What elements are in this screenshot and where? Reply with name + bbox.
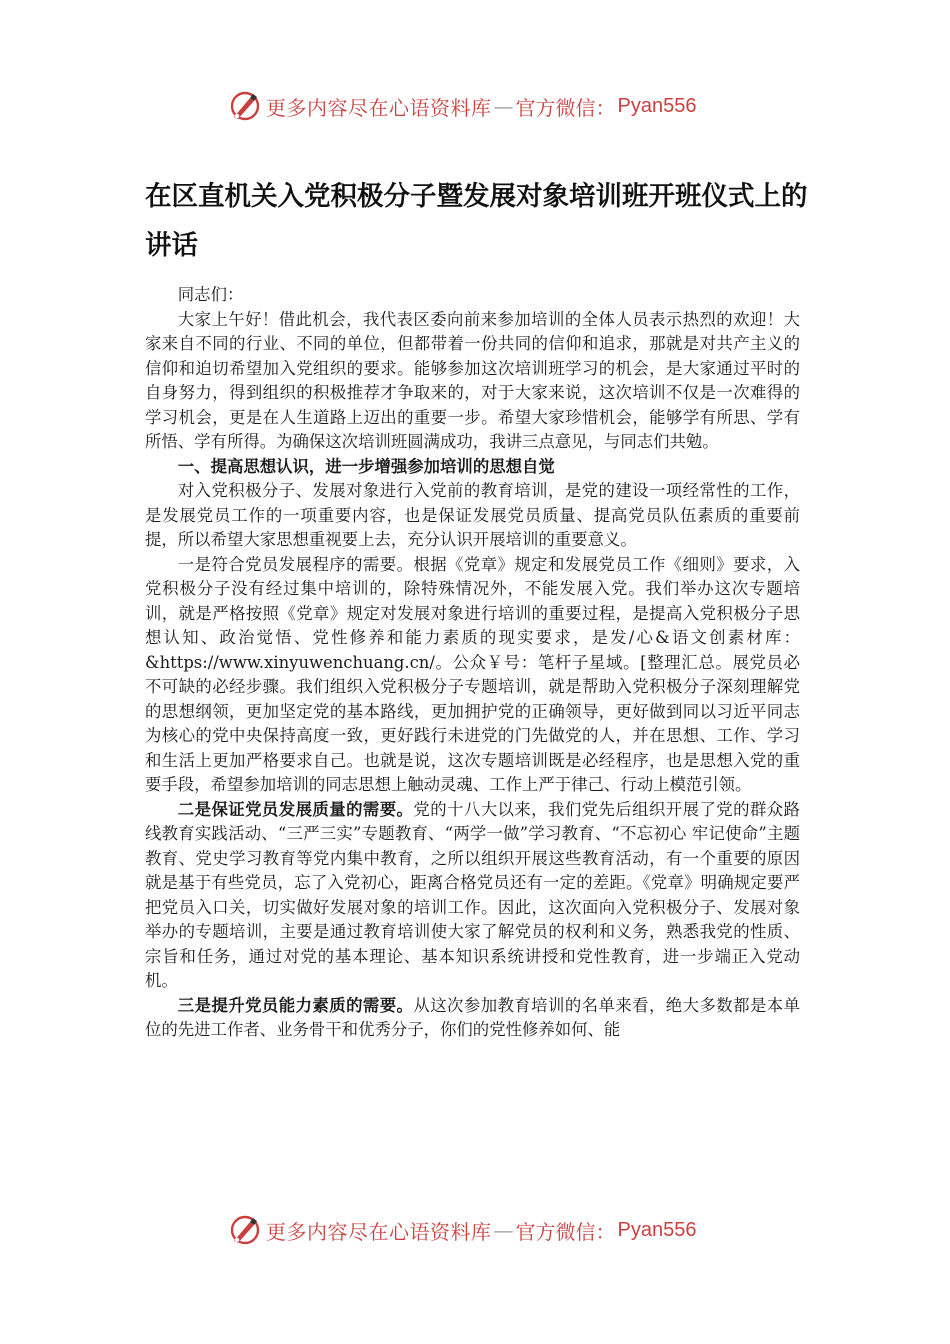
salutation: 同志们： <box>177 285 244 304</box>
banner-separator: — <box>493 1218 514 1242</box>
banner-separator: — <box>493 94 514 118</box>
document-body <box>145 283 800 1043</box>
banner-wechat-id: Pyan556 <box>617 94 697 117</box>
paragraph-point-two <box>145 798 800 994</box>
paragraph-intro: 大家上午好！借此机会，我代表区委向前来参加培训的全体人员表示热烈的欢迎！大家来自不同的行业、不同的单位，但都带着一份共同的信仰和追求，那就是对共产主义的信仰和迫切希望加入党组织的要求。能够参加这次培训班学习的机会，是大家通过平时的自身努力，得到组织的积极推荐才争取来的，对于大家来说，这次培训不仅是一次难得的学习机会，更是在人生道路上迈出的重要一步。希望大家珍惜机会，能够学有所思、学有所悟、学有所得。为确保这次培训班圆满成功，我讲三点意见，与同志们共勉。 <box>145 309 800 451</box>
banner-wechat-label: 官方微信： <box>515 1219 616 1244</box>
footer-banner <box>228 1212 728 1248</box>
point-three-text: 从这次参加教育培训的名单来看，绝大多数都是本单位的先进工作者、业务骨干和优秀分子，你们的党性修养如何、能 <box>145 995 800 1039</box>
banner-text: 更多内容尽在心语资料库 <box>266 1219 492 1244</box>
banner-wechat-label: 官方微信： <box>515 95 616 120</box>
paragraph-section-intro: 对入党积极分子、发展对象进行入党前的教育培训，是党的建设一项经常性的工作，是发展党员工作的一项重要内容，也是保证发展党员质量、提高党员队伍素质的重要前提，所以希望大家思想重视要上去，充分认识开展培训的重要意义。 <box>145 481 800 549</box>
paragraph-point-one: 一是符合党员发展程序的需要。根据《党章》规定和发展党员工作《细则》要求，入党积极分子没有经过集中培训的，除特殊情况外，不能发展入党。我们举办这次专题培训，就是严格按照《党章》规定对发展对象进行培训的重要过程，是提高入党积极分子思想认知、政治觉悟、党性修养和能力素质的现实要求，是发/心&语文创素材库：&https://www.xinyuwenchuang.cn/。公众￥号：笔杆子星域。[整理汇总。展党员必不可缺的必经步骤。我们组织入党积极分子专题培训，就是帮助入党积极分子深刻理解党的思想纲领，更加坚定党的基本路线，更加拥护党的正确领导，更好做到同以习近平同志为核心的党中央保持高度一致，更好践行未进党的门先做党的人，并在思想、工作、学习和生活上更加严格要求自己。也就是说，这次专题培训既是必经程序，也是思想入党的重要手段，希望参加培训的同志思想上触动灵魂、工作上严于律己、行动上模范引领。 <box>145 554 800 794</box>
banner-wechat-id: Pyan556 <box>617 1218 697 1241</box>
point-two-text: 党的十八大以来，我们党先后组织开展了党的群众路线教育实践活动、“三严三实”专题教育、“两学一做”学习教育、“不忘初心 牢记使命”主题教育、党史学习教育等党内集中教育，之所以组织开展这些教育活动，有一个重要的原因就是基于有些党员，忘了入党初心，距离合格党员还有一定的差距。《党章》明确规定要严把党员入口关，切实做好发展对象的培训工作。因此，这次面向入党积极分子、发展对象举办的专题培训，主要是通过教育培训使大家了解党员的权利和义务，熟悉我党的性质、宗旨和任务，通过对党的基本理论、基本知识系统讲授和党性教育，进一步端正入党动机。 <box>145 799 800 990</box>
point-three-lead: 三是提升党员能力素质的需要。 <box>177 995 414 1015</box>
section-heading: 一、提高思想认识，进一步增强参加培训的思想自觉 <box>177 456 555 476</box>
document-title: 在区直机关入党积极分子暨发展对象培训班开班仪式上的讲话 <box>145 181 808 261</box>
pen-logo-icon <box>228 89 262 123</box>
paragraph-point-three <box>145 994 800 1043</box>
header-banner <box>228 88 728 124</box>
banner-text: 更多内容尽在心语资料库 <box>266 95 492 120</box>
pen-logo-icon <box>228 1213 262 1247</box>
point-two-lead: 二是保证党员发展质量的需要。 <box>177 799 414 819</box>
